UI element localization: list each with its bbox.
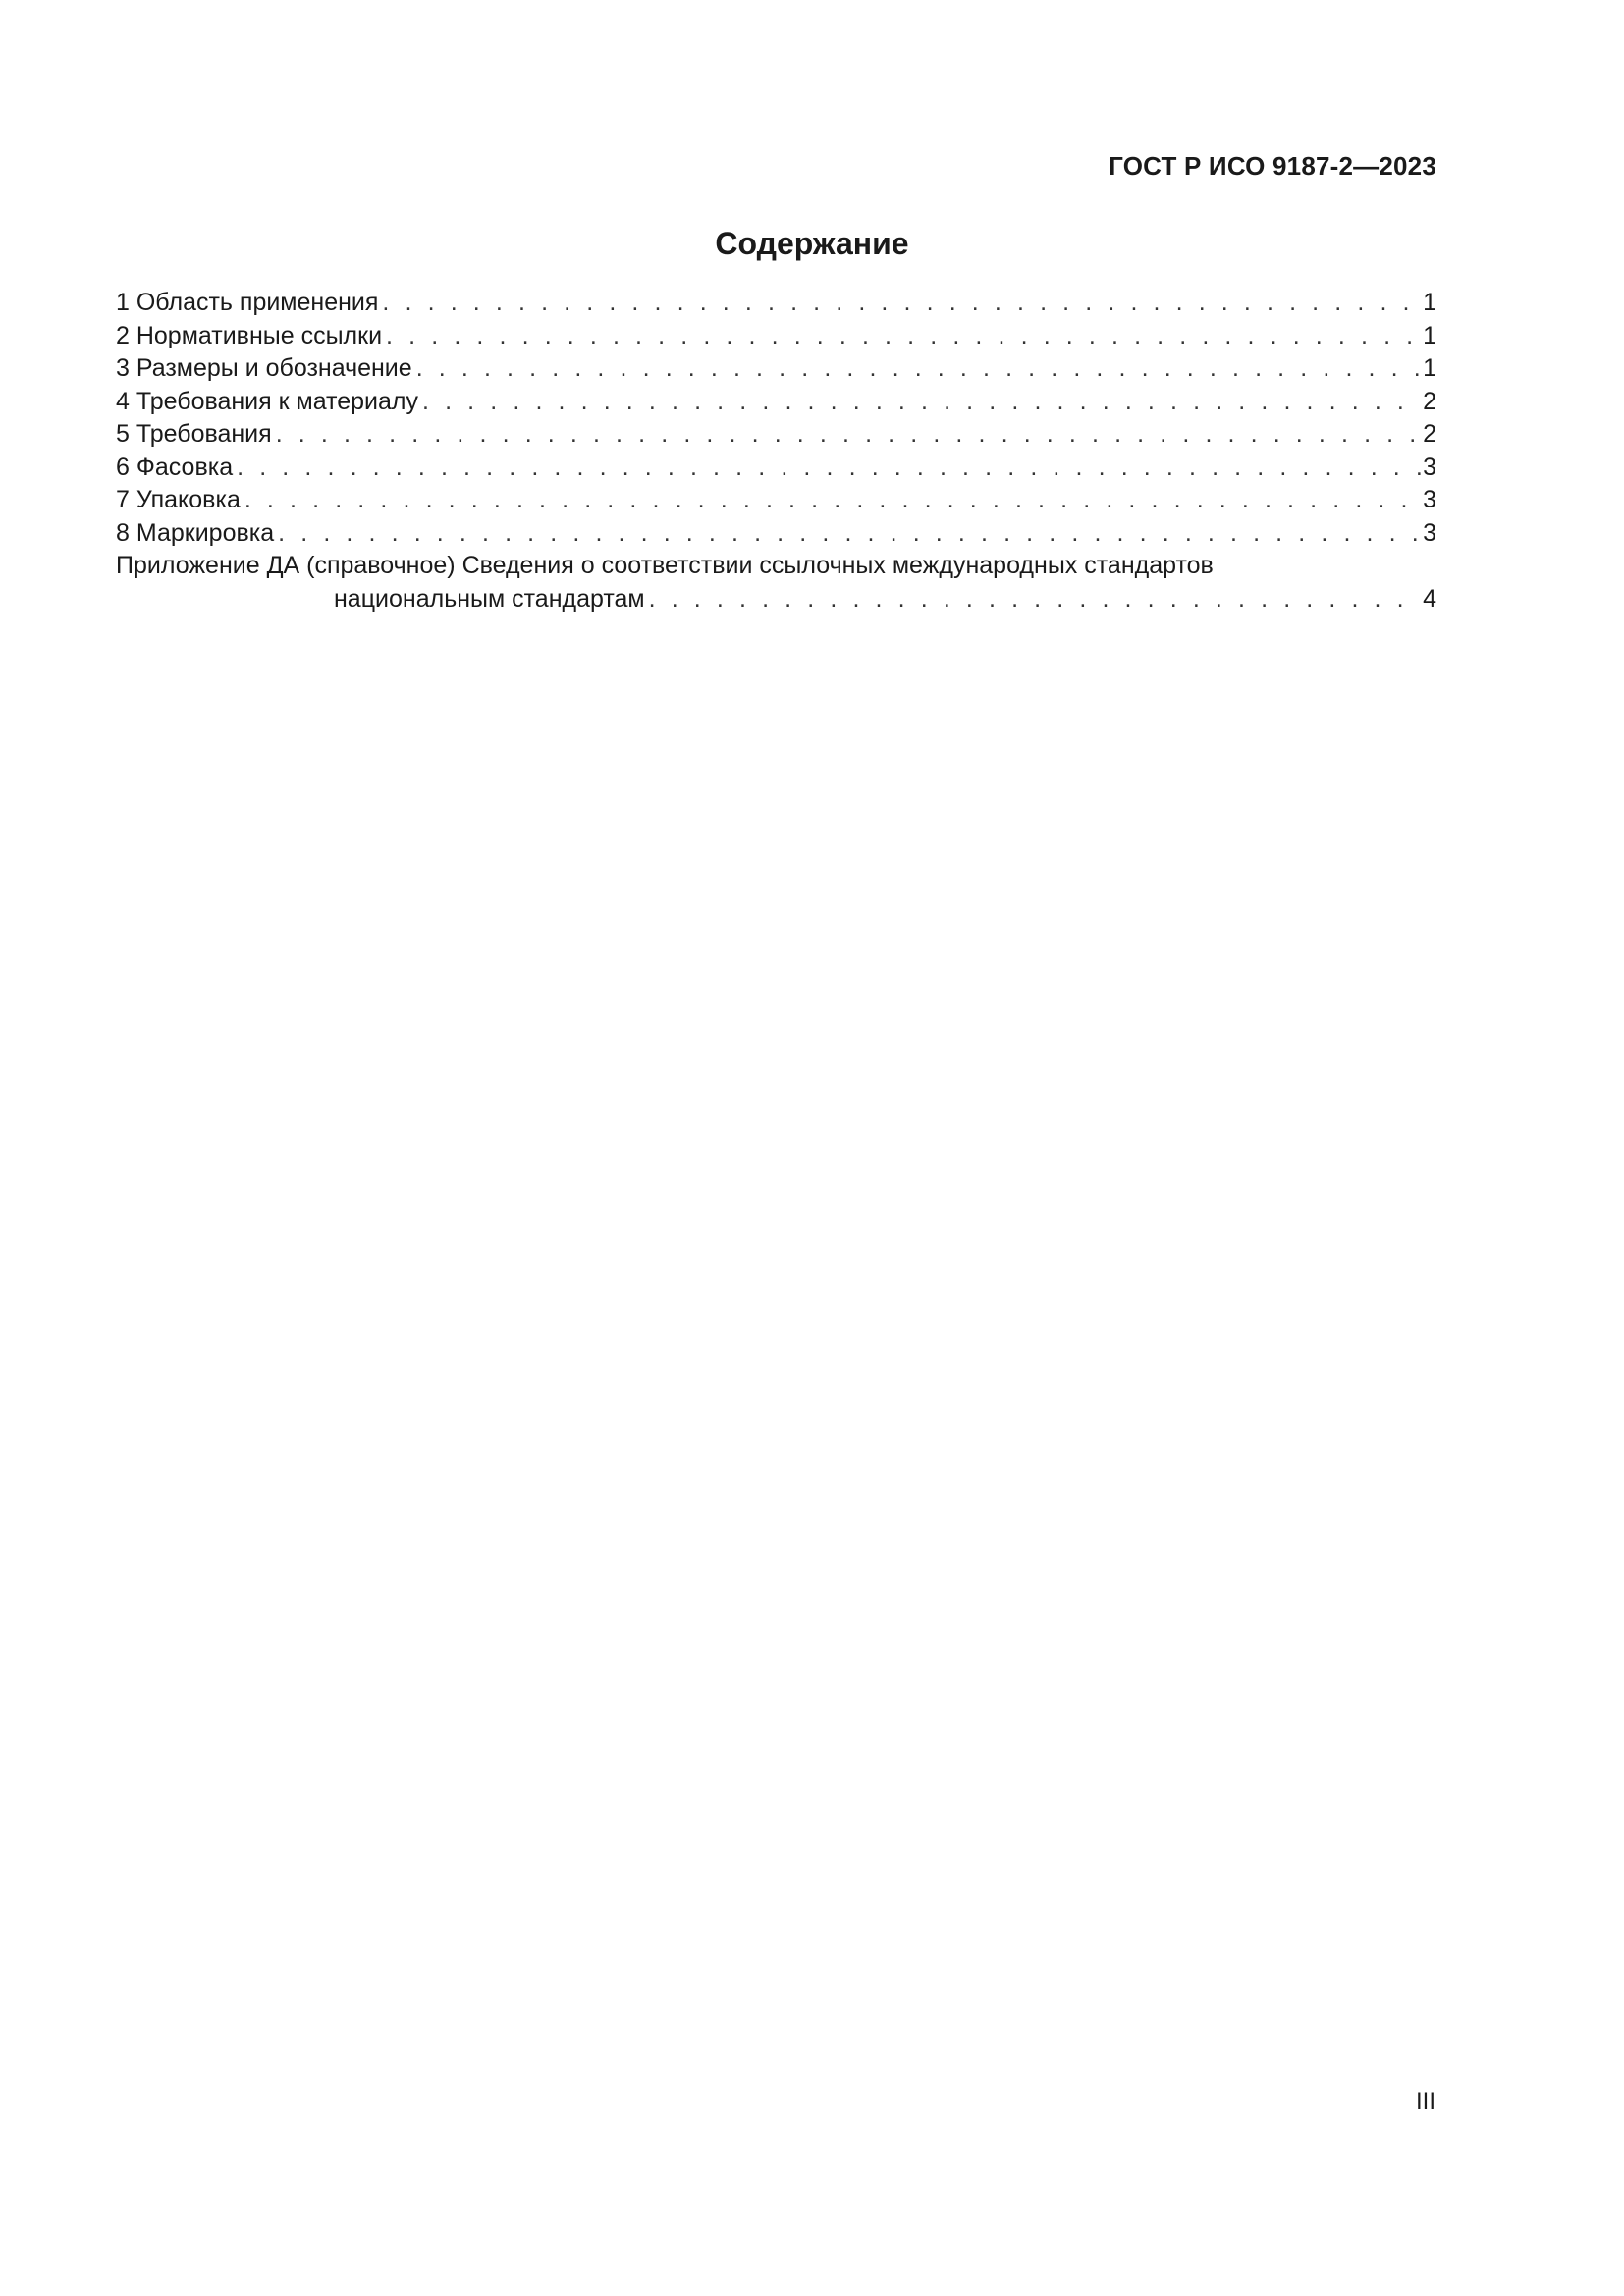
page-number: III: [1415, 2088, 1435, 2114]
toc-entry-7[interactable]: [116, 484, 1436, 517]
dot-leader: [276, 418, 1421, 452]
toc-entry-page: 4: [1423, 584, 1436, 613]
dot-leader: [278, 517, 1421, 551]
toc-entry-annex[interactable]: [116, 550, 1436, 615]
dot-leader: [649, 583, 1421, 616]
toc-entry-label: 2 Нормативные ссылки: [116, 321, 383, 349]
dot-leader: [416, 352, 1421, 386]
toc-entry-page: 1: [1423, 354, 1436, 382]
toc-entry-page: 2: [1423, 387, 1436, 415]
dot-leader: [382, 287, 1421, 320]
toc-annex-title-continued: национальным стандартам: [334, 584, 645, 613]
dot-leader: [422, 386, 1421, 419]
toc-entry-label: 3 Размеры и обозначение: [116, 354, 412, 382]
toc-entry-8[interactable]: [116, 517, 1436, 551]
toc-entry-6[interactable]: [116, 452, 1436, 485]
toc-entry-page: 3: [1423, 486, 1436, 513]
toc-annex-continuation: [116, 583, 1436, 616]
dot-leader: [386, 320, 1421, 353]
toc-entry-page: 1: [1423, 321, 1436, 349]
toc-annex-title: Приложение ДА (справочное) Сведения о соответствии ссылочных международных стандартов: [116, 552, 1214, 579]
toc-entry-label: 6 Фасовка: [116, 453, 234, 481]
toc-entry-label: 8 Маркировка: [116, 518, 275, 547]
table-of-contents: [116, 287, 1436, 615]
toc-entry-label: 5 Требования: [116, 420, 272, 448]
toc-entry-label: 4 Требования к материалу: [116, 387, 418, 415]
toc-entry-label: 7 Упаковка: [116, 486, 241, 513]
toc-entry-page: 3: [1423, 453, 1436, 481]
toc-entry-1[interactable]: [116, 287, 1436, 320]
dot-leader: [237, 452, 1421, 485]
toc-entry-5[interactable]: [116, 418, 1436, 452]
toc-entry-page: 1: [1423, 289, 1436, 316]
dot-leader: [244, 484, 1421, 517]
document-code: ГОСТ Р ИСО 9187-2—2023: [1109, 151, 1436, 181]
toc-entry-label: 1 Область применения: [116, 289, 379, 316]
toc-entry-page: 2: [1423, 420, 1436, 448]
toc-entry-3[interactable]: [116, 352, 1436, 386]
toc-title: Содержание: [715, 226, 909, 261]
toc-entry-2[interactable]: [116, 320, 1436, 353]
toc-entry-4[interactable]: [116, 386, 1436, 419]
toc-entry-page: 3: [1423, 518, 1436, 547]
